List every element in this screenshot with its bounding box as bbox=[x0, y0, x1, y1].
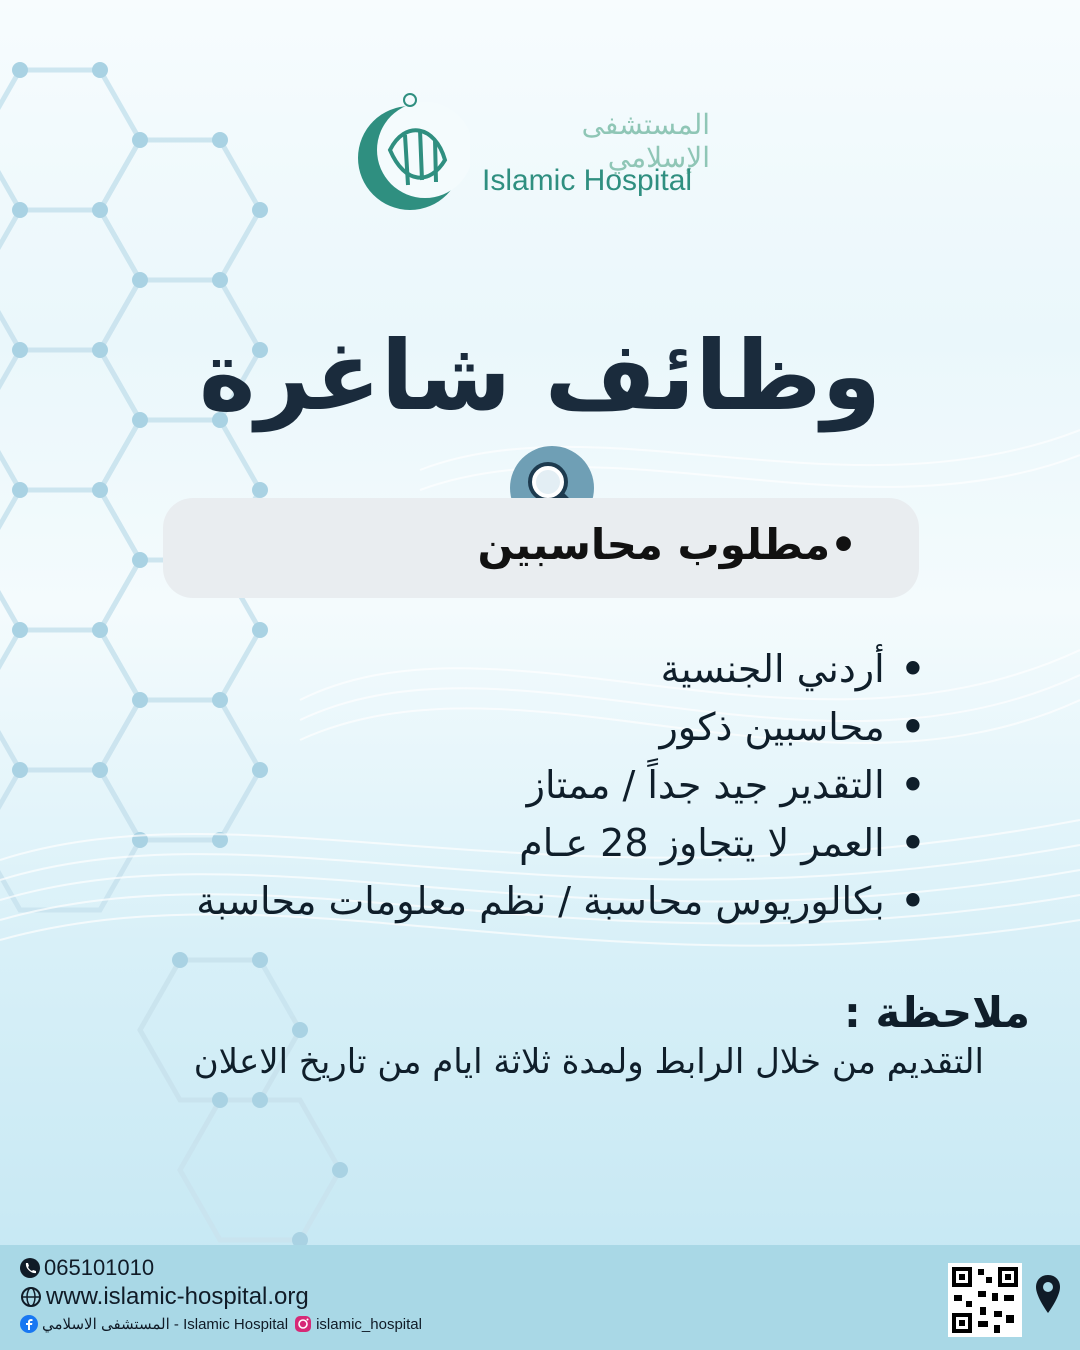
requirements-list bbox=[196, 640, 925, 930]
bullet: • bbox=[830, 520, 857, 569]
bullet: • bbox=[900, 705, 925, 749]
website-link[interactable]: www.islamic-hospital.org bbox=[46, 1283, 309, 1310]
contact-footer bbox=[0, 1245, 1080, 1350]
crescent-emblem-icon bbox=[350, 90, 470, 220]
list-item bbox=[196, 756, 925, 814]
bullet: • bbox=[900, 821, 925, 865]
position-title-text: مطلوب محاسبين bbox=[477, 520, 831, 569]
bullet: • bbox=[900, 647, 925, 691]
list-item bbox=[196, 872, 925, 930]
list-item bbox=[196, 698, 925, 756]
list-item bbox=[196, 814, 925, 872]
requirement-text: أردني الجنسية bbox=[660, 647, 885, 691]
position-title bbox=[477, 520, 857, 569]
bullet: • bbox=[900, 763, 925, 807]
location-pin-icon[interactable] bbox=[1034, 1273, 1062, 1315]
social-row bbox=[20, 1315, 422, 1333]
instagram-handle[interactable]: islamic_hospital bbox=[316, 1315, 422, 1333]
requirement-text: التقدير جيد جداً / ممتاز bbox=[526, 763, 885, 807]
facebook-handle[interactable]: المستشفى الاسلامي - Islamic Hospital bbox=[42, 1316, 289, 1333]
list-item bbox=[196, 640, 925, 698]
globe-icon bbox=[20, 1286, 42, 1308]
website-row bbox=[20, 1283, 309, 1311]
logo-arabic-name: المستشفى الإسلامي bbox=[581, 108, 710, 174]
phone-number[interactable]: 065101010 bbox=[44, 1255, 155, 1280]
logo-english-name: Islamic Hospital bbox=[482, 164, 693, 197]
requirement-text: العمر لا يتجاوز 28 عـام bbox=[519, 821, 885, 865]
qr-code[interactable] bbox=[948, 1263, 1022, 1337]
requirement-text: محاسبين ذكور bbox=[659, 705, 885, 749]
note-title: ملاحظة : bbox=[844, 988, 1030, 1037]
phone-row bbox=[20, 1255, 154, 1281]
instagram-icon[interactable] bbox=[294, 1315, 312, 1333]
position-banner bbox=[163, 498, 919, 598]
phone-icon bbox=[20, 1258, 40, 1278]
page-headline: وظائف شاغرة bbox=[198, 320, 882, 432]
hospital-logo bbox=[350, 90, 710, 220]
bullet: • bbox=[900, 879, 925, 923]
requirement-text: بكالوريوس محاسبة / نظم معلومات محاسبة bbox=[196, 879, 885, 923]
note-body: التقديم من خلال الرابط ولمدة ثلاثة ايام من تاريخ الاعلان bbox=[193, 1042, 984, 1082]
facebook-icon[interactable] bbox=[20, 1315, 38, 1333]
